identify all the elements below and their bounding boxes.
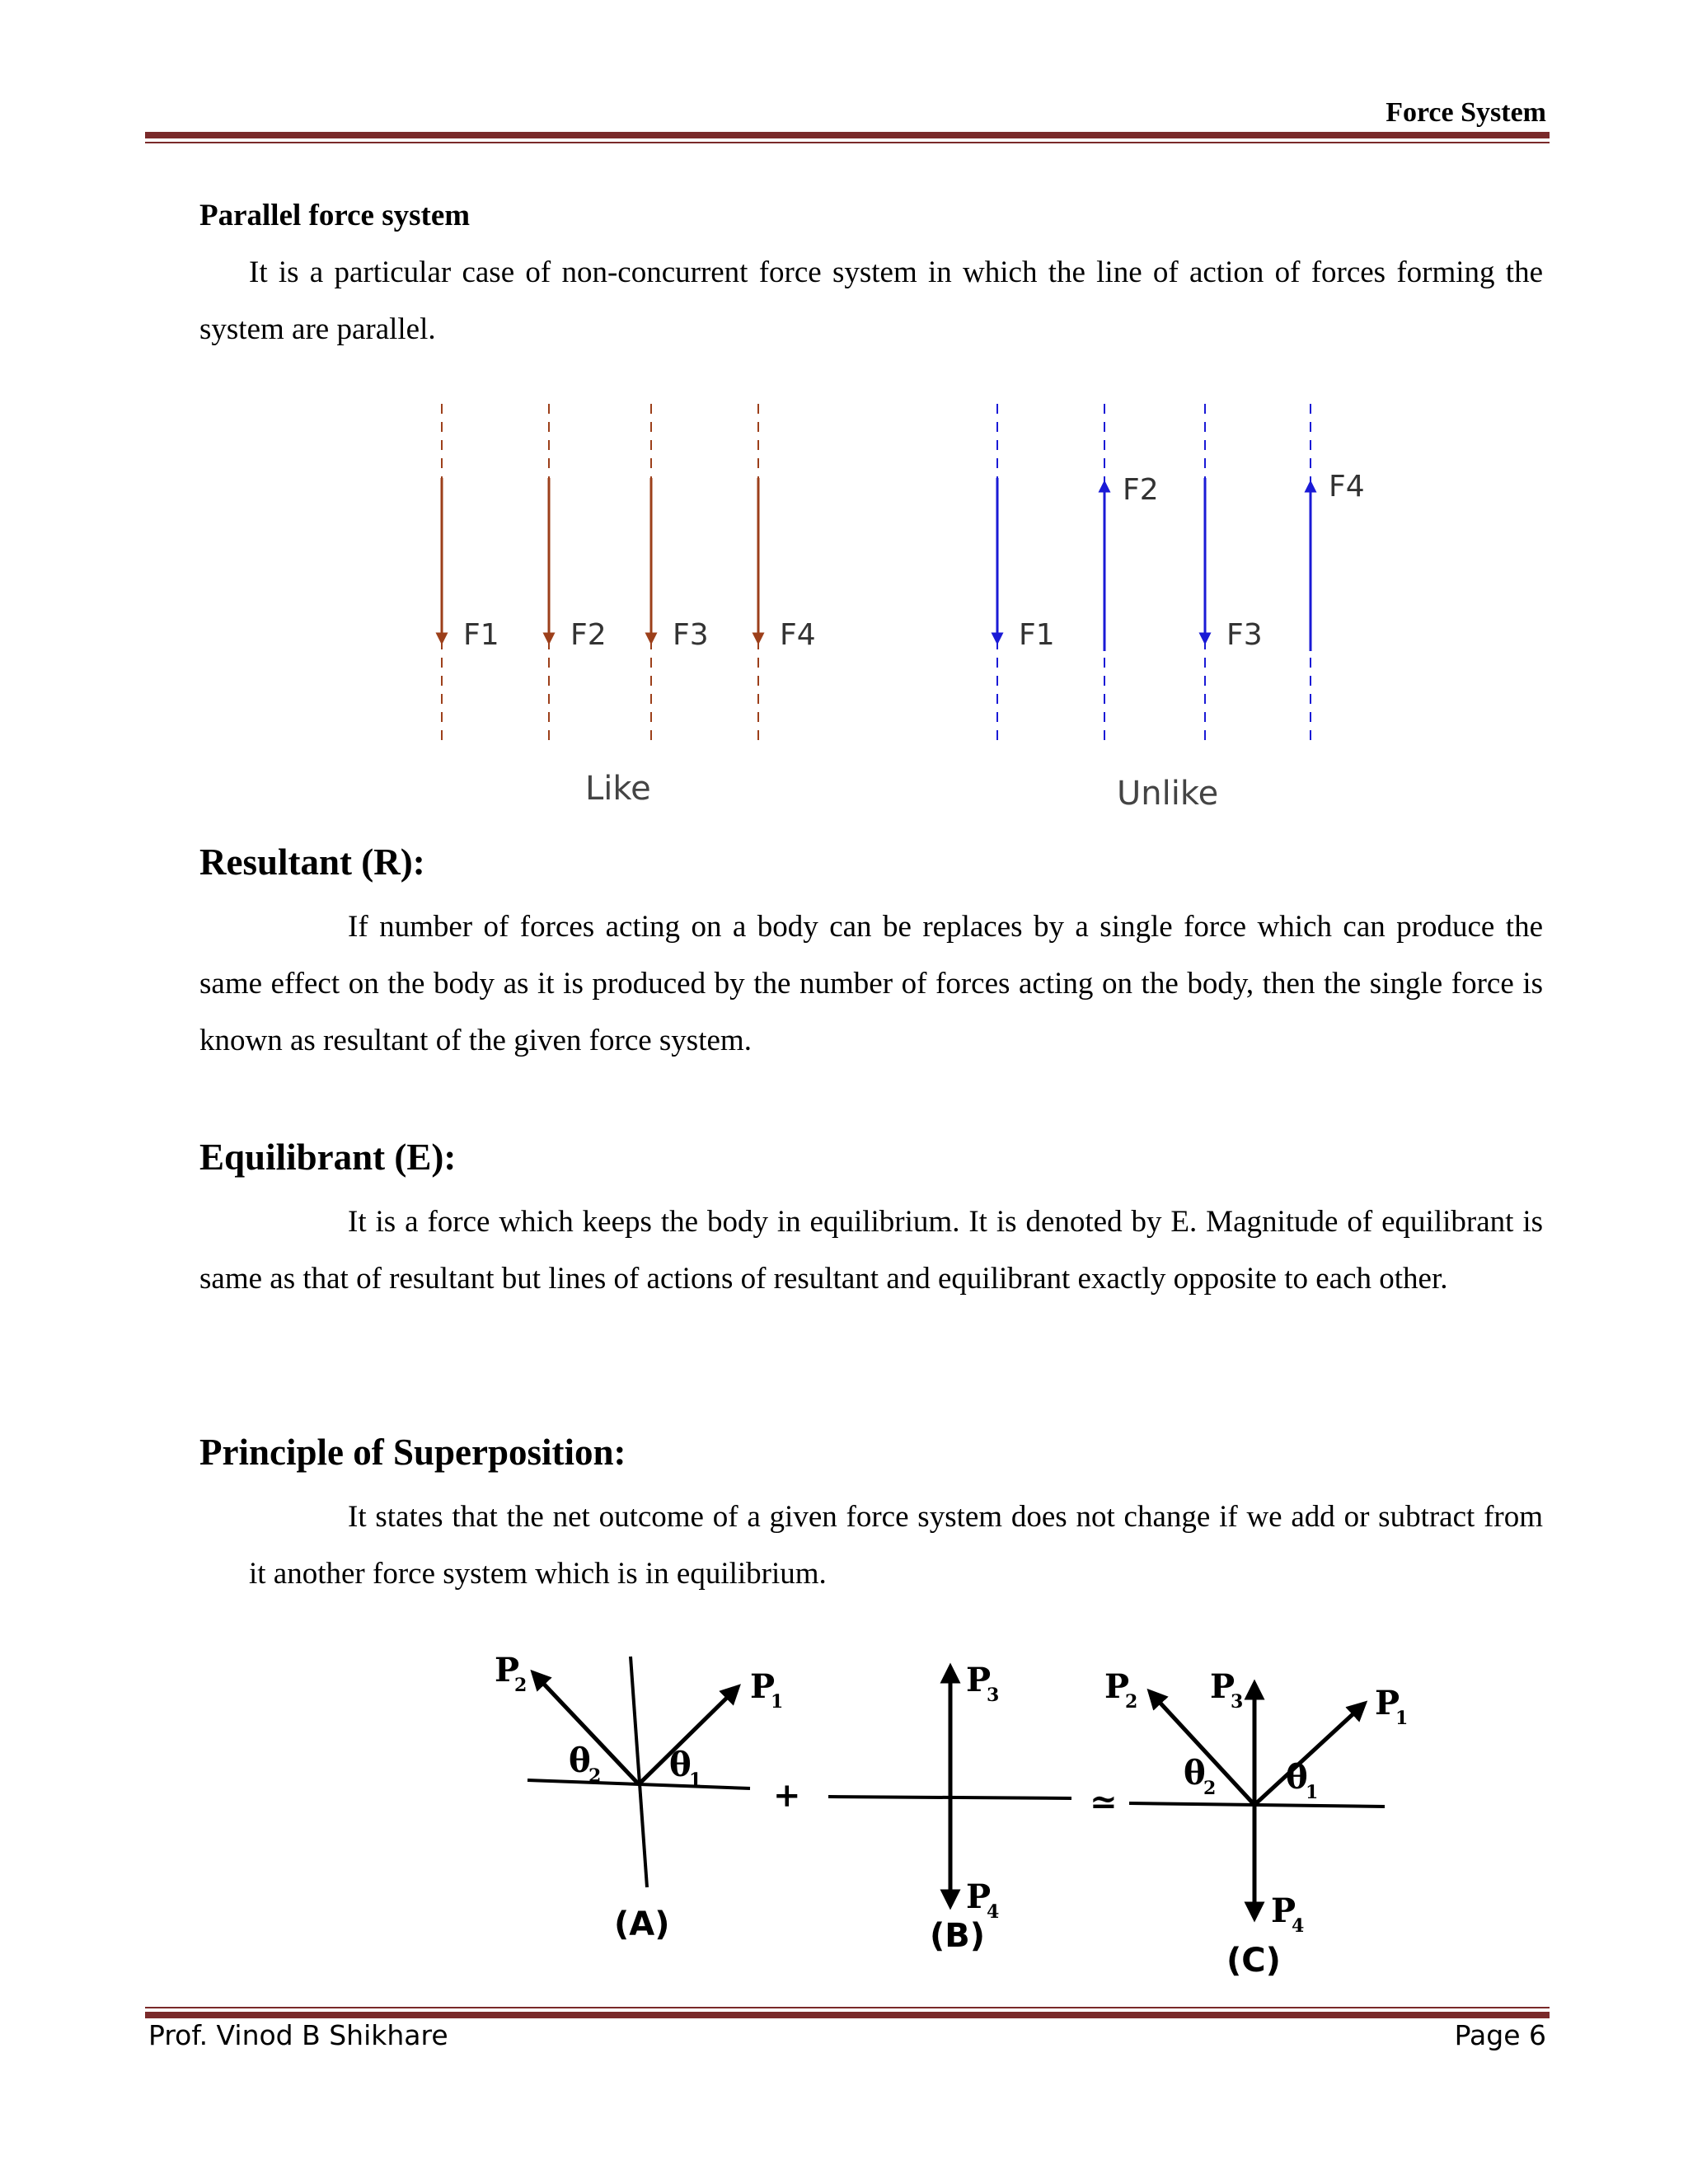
svg-text:P: P: [495, 1651, 520, 1690]
resultant-text: If number of forces acting on a body can be replaces by a single force which can produce the same effect on the body as it is produced by the number of forces acting on the body, then the single force is known as resultant of the given force system.: [199, 910, 1543, 1057]
label-b: (B): [930, 1917, 986, 1955]
like-f4-label: F4: [780, 618, 816, 652]
plus-sign: +: [773, 1776, 801, 1815]
like-caption: Like: [585, 770, 651, 808]
superposition-heading: Principle of Superposition:: [199, 1432, 626, 1473]
like-f2-label: F2: [570, 618, 607, 652]
svg-text:4: 4: [987, 1901, 1000, 1923]
footer-page: Page 6: [1454, 2019, 1546, 2051]
svg-text:P: P: [1210, 1667, 1236, 1706]
parallel-heading: Parallel force system: [199, 199, 471, 232]
diagram-a: [495, 1651, 783, 1943]
svg-text:3: 3: [1231, 1691, 1244, 1713]
svg-text:1: 1: [771, 1691, 784, 1713]
resultant-heading: Resultant (R):: [199, 841, 425, 883]
header-rule: [145, 132, 1550, 143]
equilibrant-text: It is a force which keeps the body in equilibrium. It is denoted by E. Magnitude of equilibrant is same as that of resultant but lines of actions of resultant and equilibrant exactly opposite to each other.: [199, 1205, 1543, 1296]
svg-text:3: 3: [987, 1685, 1000, 1706]
unlike-f4-label: F4: [1329, 470, 1365, 504]
svg-text:2: 2: [1203, 1778, 1217, 1799]
like-f1-label: F1: [463, 618, 499, 652]
header-title: Force System: [1386, 97, 1546, 128]
svg-text:1: 1: [689, 1769, 702, 1791]
diagram-b: [828, 1661, 1071, 1955]
svg-text:P: P: [1104, 1667, 1130, 1706]
like-f3-label: F3: [673, 618, 709, 652]
svg-text:2: 2: [1125, 1691, 1138, 1713]
unlike-f2-label: F2: [1123, 473, 1159, 507]
superposition-figure: [462, 1615, 1451, 1994]
approx-sign: ≃: [1090, 1783, 1118, 1821]
svg-text:2: 2: [588, 1765, 602, 1787]
label-c: (C): [1226, 1942, 1281, 1980]
svg-text:θ: θ: [1184, 1754, 1206, 1793]
unlike-forces: [997, 404, 1365, 813]
svg-text:P: P: [966, 1877, 992, 1916]
parallel-text: It is a particular case of non-concurrent force system in which the line of action of forces forming the system are parallel.: [199, 255, 1543, 346]
footer-author: Prof. Vinod B Shikhare: [148, 2019, 448, 2051]
svg-text:θ: θ: [1286, 1758, 1308, 1797]
footer-rule: [145, 2007, 1550, 2018]
svg-text:θ: θ: [669, 1746, 692, 1784]
svg-text:4: 4: [1292, 1915, 1305, 1937]
svg-text:θ: θ: [569, 1741, 591, 1780]
superposition-text: It states that the net outcome of a given force system does not change if we add or subtract from it another force system which is in equilibrium.: [249, 1500, 1543, 1591]
svg-text:P: P: [1375, 1684, 1400, 1722]
svg-text:1: 1: [1306, 1782, 1319, 1803]
svg-text:P: P: [966, 1661, 992, 1699]
svg-text:P: P: [1271, 1891, 1296, 1930]
svg-text:1: 1: [1395, 1708, 1409, 1729]
svg-text:P: P: [750, 1667, 776, 1706]
label-a: (A): [614, 1905, 670, 1943]
unlike-caption: Unlike: [1117, 775, 1219, 813]
like-forces: [442, 404, 816, 808]
svg-text:2: 2: [514, 1675, 528, 1696]
parallel-forces-figure: [396, 387, 1365, 832]
unlike-f1-label: F1: [1019, 618, 1055, 652]
equilibrant-heading: Equilibrant (E):: [199, 1137, 457, 1178]
diagram-c: [1104, 1667, 1408, 1980]
unlike-f3-label: F3: [1226, 618, 1263, 652]
